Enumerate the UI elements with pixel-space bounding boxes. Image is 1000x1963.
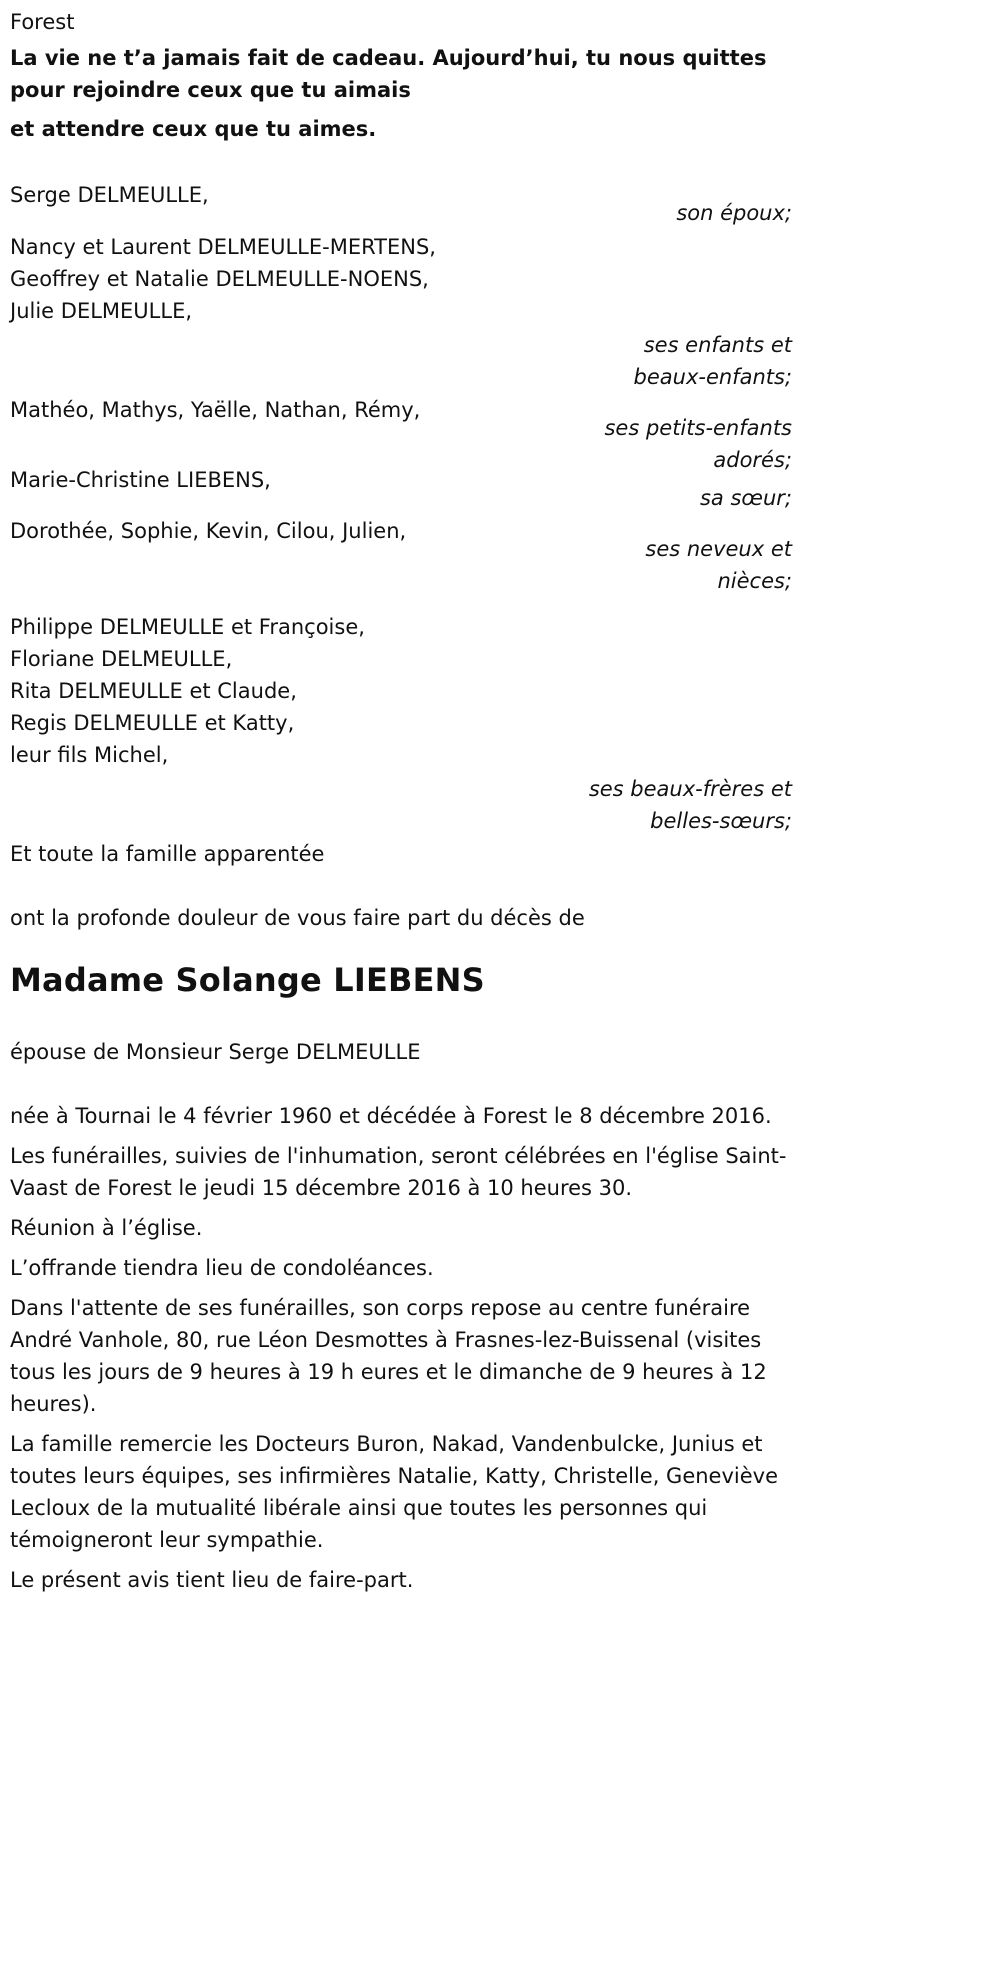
repose-paragraph: Dans l'attente de ses funérailles, son corps repose au centre funéraire André Vanhole, 80, rue Léon Desmottes à Frasnes-lez-Buissenal (visites tous les jours de 9 heures à 19 h eures et le dimanche de 9 heures à 12 heures). bbox=[10, 1296, 767, 1416]
family-name-line: Geoffrey et Natalie DELMEULLE-NOENS, bbox=[10, 267, 429, 291]
deceased-name: Madame Solange LIEBENS bbox=[10, 961, 485, 999]
family-group-in-laws bbox=[10, 611, 792, 837]
family-name-line: Julie DELMEULLE, bbox=[10, 299, 193, 323]
family-name-line: Philippe DELMEULLE et Françoise, bbox=[10, 615, 365, 639]
family-names bbox=[10, 231, 792, 327]
relation-line: sa sœur; bbox=[699, 486, 792, 510]
motto-line-2: et attendre ceux que tu aimes. bbox=[10, 117, 377, 141]
relation-label bbox=[10, 329, 792, 393]
obituary-notice bbox=[10, 0, 792, 1596]
birth-death-paragraph: née à Tournai le 4 février 1960 et décédée à Forest le 8 décembre 2016. bbox=[10, 1104, 772, 1128]
family-group-children bbox=[10, 231, 792, 393]
family-name-line: Mathéo, Mathys, Yaëlle, Nathan, Rémy, bbox=[10, 398, 421, 422]
relation-line: son époux; bbox=[676, 201, 792, 225]
relation-line: ses beaux-frères et bbox=[588, 777, 792, 801]
relation-line: beaux-enfants; bbox=[633, 365, 792, 389]
extended-family: Et toute la famille apparentée bbox=[10, 842, 325, 866]
deceased-spouse: épouse de Monsieur Serge DELMEULLE bbox=[10, 1040, 421, 1064]
family-name-line: Serge DELMEULLE, bbox=[10, 183, 209, 207]
funeral-paragraph: Les funérailles, suivies de l'inhumation, seront célébrées en l'église Saint-Vaast de Forest le jeudi 15 décembre 2016 à 10 heures 30. bbox=[10, 1144, 787, 1200]
motto-line-1: La vie ne t’a jamais fait de cadeau. Aujourd’hui, tu nous quittes pour rejoindre ceux que tu aimais bbox=[10, 46, 767, 102]
relation-line: ses petits-enfants bbox=[604, 416, 792, 440]
family-name-line: Dorothée, Sophie, Kevin, Cilou, Julien, bbox=[10, 519, 407, 543]
family-group-sister bbox=[10, 464, 792, 514]
family-group-nephews bbox=[10, 515, 792, 597]
relation-line: ses neveux et bbox=[645, 537, 792, 561]
place-name: Forest bbox=[10, 10, 75, 34]
relation-line: nièces; bbox=[717, 569, 792, 593]
meeting-paragraph: Réunion à l’église. bbox=[10, 1216, 203, 1240]
relation-line: ses enfants et bbox=[643, 333, 792, 357]
relation-label bbox=[10, 773, 792, 837]
offering-paragraph: L’offrande tiendra lieu de condoléances. bbox=[10, 1256, 434, 1280]
closing-paragraph: Le présent avis tient lieu de faire-part. bbox=[10, 1568, 414, 1592]
relation-line: adorés; bbox=[713, 448, 792, 472]
family-names bbox=[10, 611, 792, 771]
relation-line: belles-sœurs; bbox=[650, 809, 792, 833]
announcement: ont la profonde douleur de vous faire part du décès de bbox=[10, 906, 585, 930]
family-group-spouse bbox=[10, 179, 792, 229]
family-name-line: Regis DELMEULLE et Katty, bbox=[10, 711, 295, 735]
family-name-line: Nancy et Laurent DELMEULLE-MERTENS, bbox=[10, 235, 436, 259]
thanks-paragraph: La famille remercie les Docteurs Buron, Nakad, Vandenbulcke, Junius et toutes leurs équipes, ses infirmières Natalie, Katty, Christelle, Geneviève Lecloux de la mutualité libérale ainsi que toutes les personnes qui témoigneront leur sympathie. bbox=[10, 1432, 779, 1552]
family-name-line: leur fils Michel, bbox=[10, 743, 169, 767]
family-name-line: Floriane DELMEULLE, bbox=[10, 647, 233, 671]
family-name-line: Rita DELMEULLE et Claude, bbox=[10, 679, 297, 703]
family-name-line: Marie-Christine LIEBENS, bbox=[10, 468, 271, 492]
